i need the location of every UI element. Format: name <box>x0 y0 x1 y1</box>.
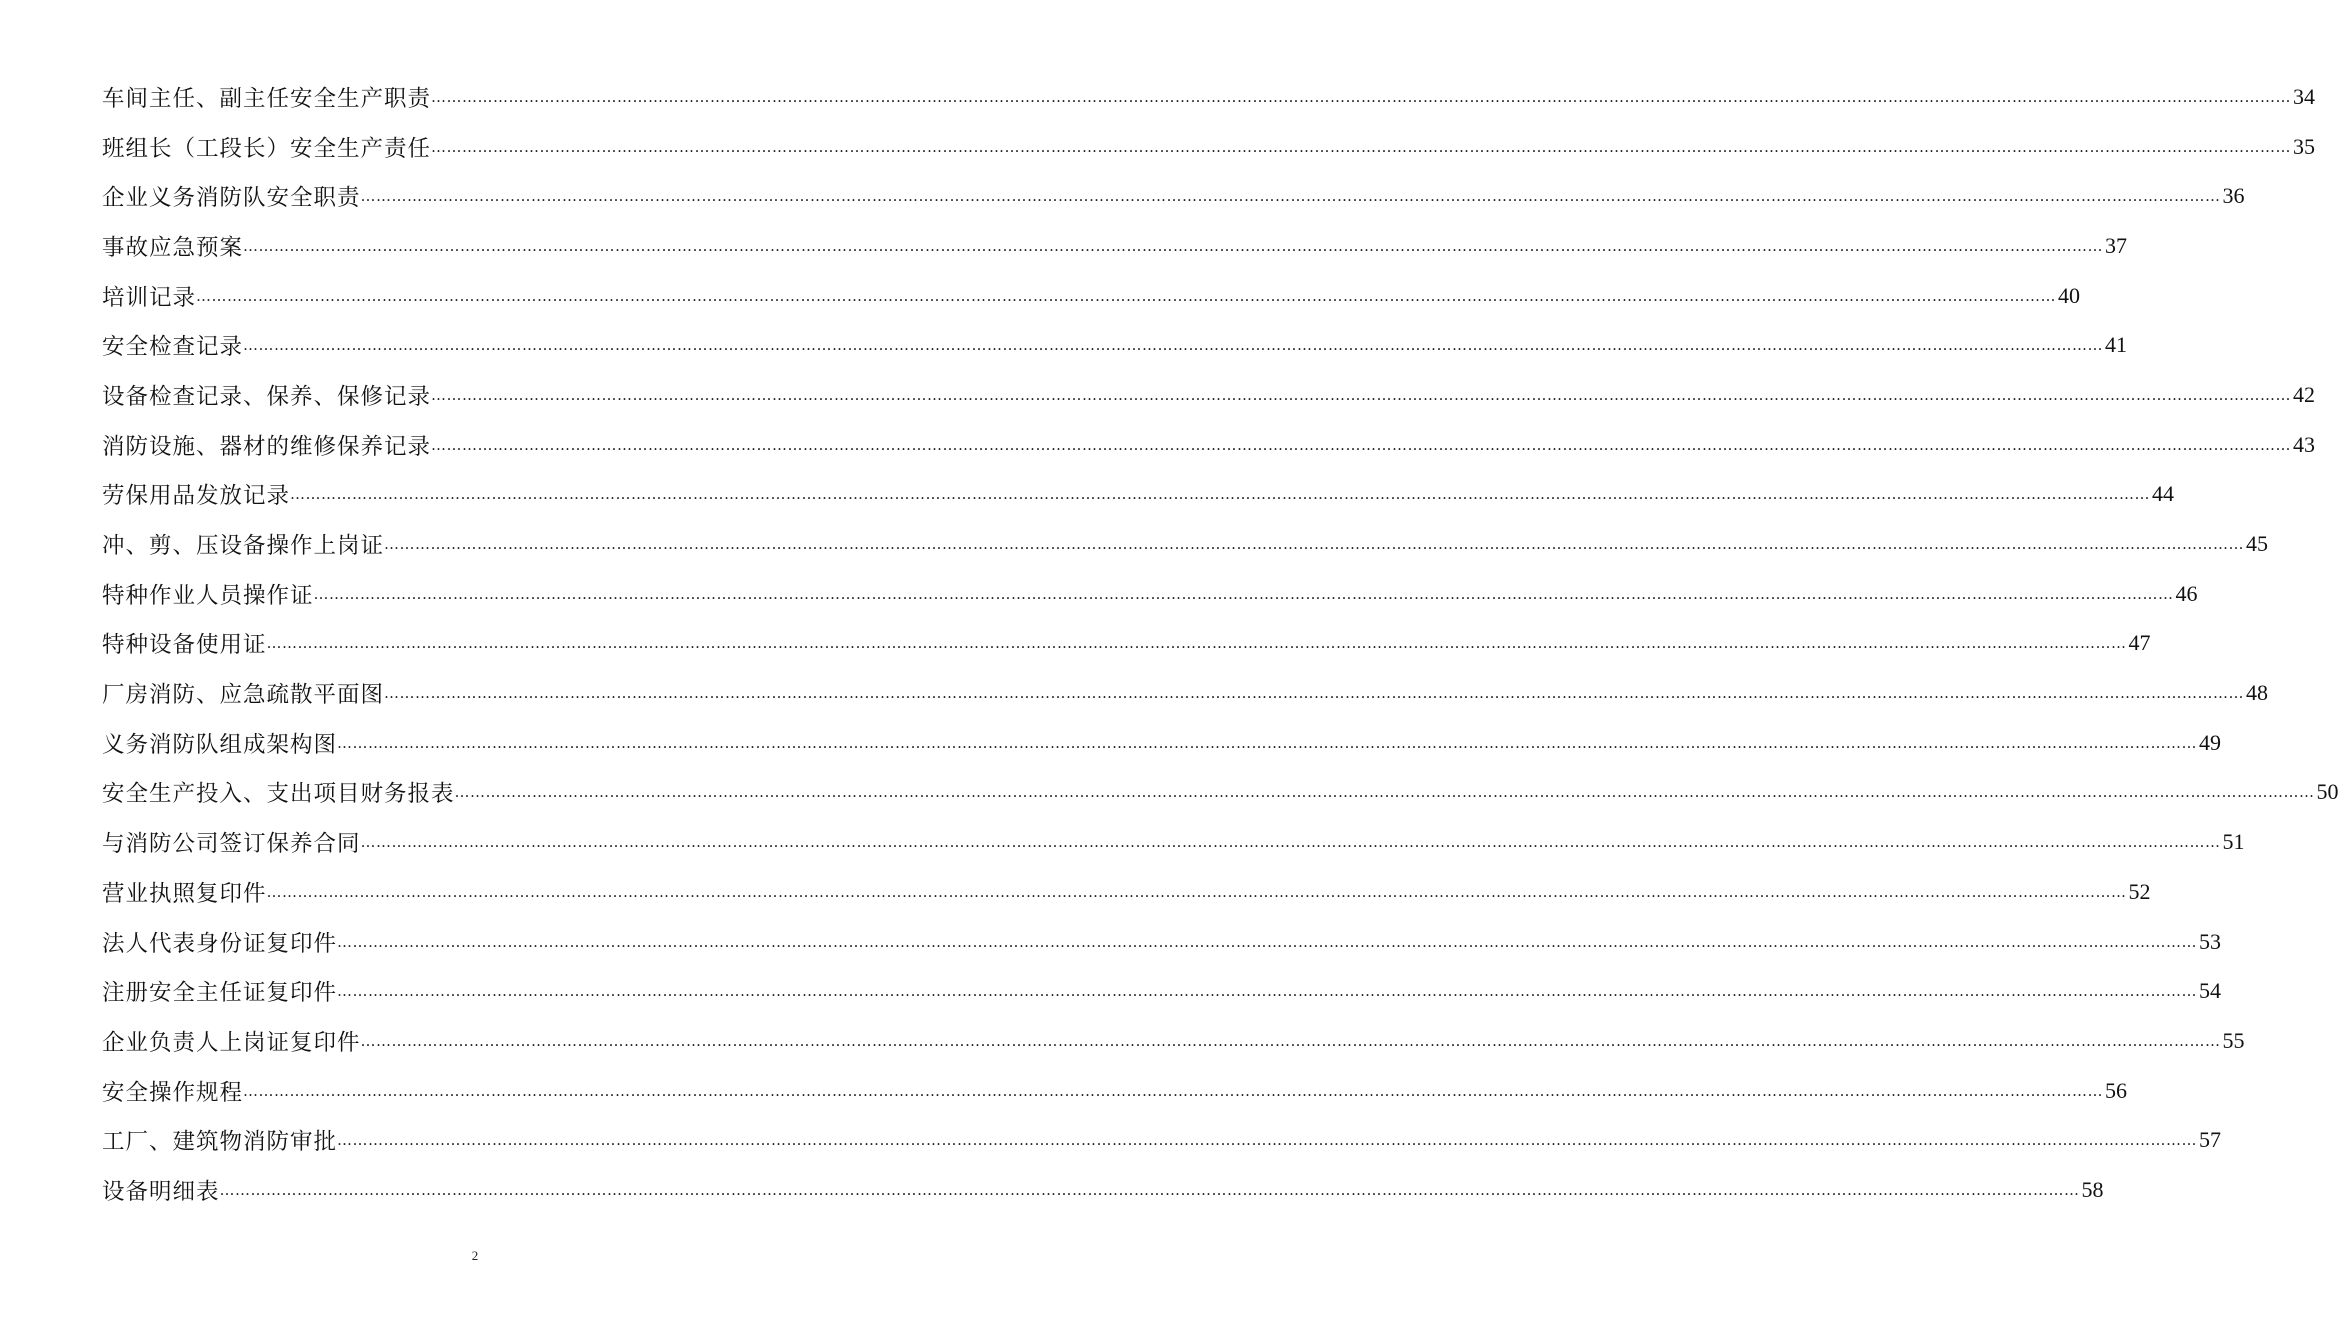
toc-entry-page: 40 <box>2058 282 2081 308</box>
dot-leader: ……………………………………………………………………………………………………………………………………………………………………………………………………………………………………………………………………………………………………………………………… <box>384 684 2245 703</box>
toc-entry-page: 54 <box>2199 978 2222 1004</box>
toc-entry-title: 法人代表身份证复印件 <box>102 930 338 957</box>
toc-entry[interactable] <box>102 470 2175 520</box>
toc-entry[interactable] <box>102 867 2151 917</box>
toc-entry-page: 50 <box>2316 779 2339 805</box>
toc-entry-title: 与消防公司签订保养合同 <box>102 831 361 858</box>
toc-entry-page: 49 <box>2199 729 2222 755</box>
toc-entry[interactable] <box>102 1016 2245 1066</box>
toc-entry-page: 36 <box>2222 183 2245 209</box>
toc-entry-page: 58 <box>2081 1176 2104 1202</box>
toc-entry-page: 56 <box>2105 1077 2128 1103</box>
dot-leader: ……………………………………………………………………………………………………………………………………………………………………………………………………………………………………………………………………………………………………………………………… <box>337 982 2198 1001</box>
toc-entry-title: 厂房消防、应急疏散平面图 <box>102 682 385 709</box>
toc-entry-title: 安全生产投入、支出项目财务报表 <box>102 781 455 808</box>
dot-leader: ……………………………………………………………………………………………………………………………………………………………………………………………………………………………………………………………………………………………………………………………… <box>266 634 2127 653</box>
toc-entry-page: 34 <box>2293 83 2316 109</box>
toc-entry-title: 劳保用品发放记录 <box>102 483 291 510</box>
toc-entry-title: 车间主任、副主任安全生产职责 <box>102 85 432 112</box>
dot-leader: ……………………………………………………………………………………………………………………………………………………………………………………………………………………………………………………………………………………………………………………………… <box>290 485 2151 504</box>
dot-leader: ……………………………………………………………………………………………………………………………………………………………………………………………………………………………………………………………………………………………………………………………… <box>431 385 2292 404</box>
dot-leader: ……………………………………………………………………………………………………………………………………………………………………………………………………………………………………………………………………………………………………………………………… <box>266 882 2127 901</box>
toc-entry[interactable] <box>102 370 2316 420</box>
toc-entry-title: 义务消防队组成架构图 <box>102 731 338 758</box>
toc-entry-title: 特种作业人员操作证 <box>102 582 314 609</box>
toc-entry[interactable] <box>102 320 2128 370</box>
dot-leader: ……………………………………………………………………………………………………………………………………………………………………………………………………………………………………………………………………………………………………………………………… <box>454 783 2315 802</box>
dot-leader: ……………………………………………………………………………………………………………………………………………………………………………………………………………………………………………………………………………………………………………………………… <box>196 286 2057 305</box>
toc-entry-title: 设备明细表 <box>102 1178 220 1205</box>
toc-entry-title: 工厂、建筑物消防审批 <box>102 1129 338 1156</box>
toc-entry-page: 46 <box>2175 580 2198 606</box>
toc-entry-title: 事故应急预案 <box>102 234 244 261</box>
dot-leader: ……………………………………………………………………………………………………………………………………………………………………………………………………………………………………………………………………………………………………………………………… <box>219 1180 2080 1199</box>
page-number: 2 <box>471 1248 479 1263</box>
toc-entry[interactable] <box>102 122 2316 172</box>
dot-leader: ……………………………………………………………………………………………………………………………………………………………………………………………………………………………………………………………………………………………………………………………… <box>384 535 2245 554</box>
toc-entry[interactable] <box>102 569 2198 619</box>
toc-entry[interactable] <box>102 1066 2128 1116</box>
toc-entry-title: 注册安全主任证复印件 <box>102 980 338 1007</box>
toc-entry[interactable] <box>102 171 2245 221</box>
toc-entry-title: 特种设备使用证 <box>102 632 267 659</box>
toc-entry-title: 消防设施、器材的维修保养记录 <box>102 433 432 460</box>
toc-entry-page: 52 <box>2128 878 2151 904</box>
dot-leader: ……………………………………………………………………………………………………………………………………………………………………………………………………………………………………………………………………………………………………………………………… <box>243 236 2104 255</box>
toc-entry-page: 45 <box>2246 531 2269 557</box>
dot-leader: ……………………………………………………………………………………………………………………………………………………………………………………………………………………………………………………………………………………………………………………………… <box>360 833 2221 852</box>
toc-entry[interactable] <box>102 420 2316 470</box>
toc-entry-page: 35 <box>2293 133 2316 159</box>
toc-entry[interactable] <box>102 519 2269 569</box>
toc-entry[interactable] <box>102 966 2222 1016</box>
dot-leader: ……………………………………………………………………………………………………………………………………………………………………………………………………………………………………………………………………………………………………………………………… <box>360 187 2221 206</box>
dot-leader: ……………………………………………………………………………………………………………………………………………………………………………………………………………………………………………………………………………………………………………………………… <box>337 1131 2198 1150</box>
toc-entry-title: 冲、剪、压设备操作上岗证 <box>102 533 385 560</box>
toc-entry[interactable] <box>102 271 2081 321</box>
toc-entry-page: 48 <box>2246 680 2269 706</box>
toc-entry[interactable] <box>102 1165 2104 1215</box>
toc-entry-page: 41 <box>2105 332 2128 358</box>
dot-leader: ……………………………………………………………………………………………………………………………………………………………………………………………………………………………………………………………………………………………………………………………… <box>431 87 2292 106</box>
toc-entry-title: 培训记录 <box>102 284 197 311</box>
toc-entry-title: 营业执照复印件 <box>102 880 267 907</box>
toc-entry-page: 57 <box>2199 1127 2222 1153</box>
toc-entry[interactable] <box>102 619 2151 669</box>
dot-leader: ……………………………………………………………………………………………………………………………………………………………………………………………………………………………………………………………………………………………………………………………… <box>360 1031 2221 1050</box>
toc-entry[interactable] <box>102 817 2245 867</box>
toc-entry[interactable] <box>102 1115 2222 1165</box>
dot-leader: ……………………………………………………………………………………………………………………………………………………………………………………………………………………………………………………………………………………………………………………………… <box>337 932 2198 951</box>
dot-leader: ……………………………………………………………………………………………………………………………………………………………………………………………………………………………………………………………………………………………………………………………… <box>337 733 2198 752</box>
toc-entry-page: 47 <box>2128 630 2151 656</box>
dot-leader: ……………………………………………………………………………………………………………………………………………………………………………………………………………………………………………………………………………………………………………………………… <box>313 584 2174 603</box>
toc-entry-page: 42 <box>2293 381 2316 407</box>
toc-entry-title: 安全操作规程 <box>102 1079 244 1106</box>
toc-entry-page: 44 <box>2152 481 2175 507</box>
toc-entry-title: 企业负责人上岗证复印件 <box>102 1029 361 1056</box>
toc-entry[interactable] <box>102 221 2128 271</box>
toc-entry[interactable] <box>102 72 2316 122</box>
dot-leader: ……………………………………………………………………………………………………………………………………………………………………………………………………………………………………………………………………………………………………………………………… <box>243 336 2104 355</box>
toc-entry-page: 43 <box>2293 431 2316 457</box>
toc-entry-title: 设备检查记录、保养、保修记录 <box>102 383 432 410</box>
toc-entry-title: 班组长（工段长）安全生产责任 <box>102 135 432 162</box>
toc-entry-title: 企业义务消防队安全职责 <box>102 185 361 212</box>
table-of-contents <box>102 72 2339 1215</box>
dot-leader: ……………………………………………………………………………………………………………………………………………………………………………………………………………………………………………………………………………………………………………………………… <box>431 137 2292 156</box>
dot-leader: ……………………………………………………………………………………………………………………………………………………………………………………………………………………………………………………………………………………………………………………………… <box>243 1081 2104 1100</box>
toc-entry-title: 安全检查记录 <box>102 334 244 361</box>
toc-entry[interactable] <box>102 718 2222 768</box>
toc-entry-page: 55 <box>2222 1027 2245 1053</box>
toc-entry-page: 51 <box>2222 829 2245 855</box>
toc-entry[interactable] <box>102 768 2339 818</box>
toc-entry[interactable] <box>102 917 2222 967</box>
toc-entry-page: 37 <box>2105 232 2128 258</box>
toc-entry[interactable] <box>102 668 2269 718</box>
dot-leader: ……………………………………………………………………………………………………………………………………………………………………………………………………………………………………………………………………………………………………………………………… <box>431 435 2292 454</box>
toc-entry-page: 53 <box>2199 928 2222 954</box>
